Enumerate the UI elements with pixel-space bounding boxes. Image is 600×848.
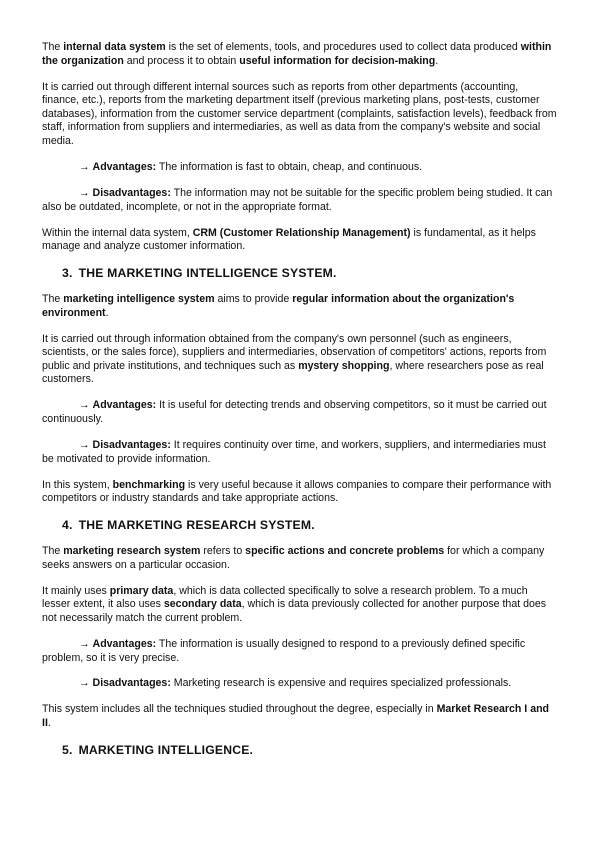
internal-data-definition: The internal data system is the set of elements, tools, and procedures used to collect data produced within the organization and process it to obtain useful information for decision-making. <box>42 41 552 67</box>
research-advantages: → Advantages: The information is usually designed to respond to a previously defined specific problem, so it is very precise. <box>42 637 526 664</box>
arrow-icon: → <box>79 399 93 412</box>
benchmarking-paragraph: In this system, benchmarking is very useful because it allows companies to compare their performance with competitors or industry standards and take appropriate actions. <box>42 478 552 505</box>
section-heading-4: 4. THE MARKETING RESEARCH SYSTEM. <box>62 518 315 533</box>
intelligence-advantages: → Advantages: It is useful for detecting trends and observing competitors, so it must be carried out continuously. <box>42 399 547 426</box>
intelligence-definition: The marketing intelligence system aims to provide regular information about the organization's environment. <box>42 293 515 319</box>
arrow-icon: → <box>79 677 93 690</box>
section-heading-3: 3. THE MARKETING INTELLIGENCE SYSTEM. <box>62 266 337 281</box>
crm-paragraph: Within the internal data system, CRM (Customer Relationship Management) is fundamental, as it helps manage and analyze customer information. <box>42 226 536 253</box>
section-heading-5: 5. MARKETING INTELLIGENCE. <box>62 743 254 758</box>
internal-data-sources: It is carried out through different internal sources such as reports from other departments (accounting, finance, etc.), reports from the marketing department itself (previous marketing plans, post-tests, customer databases), information from the customer service department (complaints, satisfaction levels), feedback from staff, information from suppliers and intermediaries, as well as data from the company's website and social media. <box>42 80 557 147</box>
arrow-icon: → <box>79 186 93 199</box>
intelligence-disadvantages: → Disadvantages: It requires continuity over time, and workers, suppliers, and intermediaries must be motivated to provide information. <box>42 439 546 465</box>
internal-data-advantages: → Advantages: The information is fast to obtain, cheap, and continuous. <box>79 160 423 173</box>
intelligence-sources: It is carried out through information obtained from the company's own personnel (such as engineers, scientists, or the sales force), suppliers and intermediaries, observation of competitors' actions, reports from public and private institutions, and techniques such as mystery shopping, where researchers pose as real customers. <box>42 332 547 386</box>
research-disadvantages: → Disadvantages: Marketing research is expensive and requires specialized professionals. <box>79 677 512 690</box>
research-techniques: This system includes all the techniques studied throughout the degree, especially in Market Research I and II. <box>42 703 550 730</box>
arrow-icon: → <box>79 637 93 650</box>
research-definition: The marketing research system refers to specific actions and concrete problems for which a company seeks answers on a particular occasion. <box>42 545 545 571</box>
internal-data-disadvantages: → Disadvantages: The information may not be suitable for the specific problem being studied. It can also be outdated, incomplete, or not in the appropriate format. <box>42 186 553 213</box>
arrow-icon: → <box>79 160 93 173</box>
arrow-icon: → <box>79 439 93 451</box>
research-data-types: It mainly uses primary data, which is data collected specifically to solve a research problem. To a much lesser extent, it also uses secondary data, which is data previously collected for another purpose that does not necessarily match the current problem. <box>42 584 547 624</box>
